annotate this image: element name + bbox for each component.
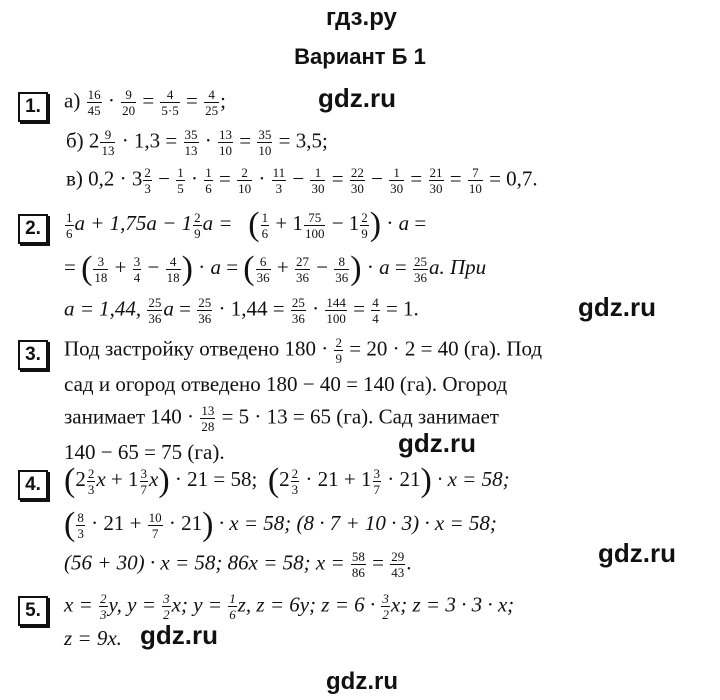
p2-expr: a + 1,75a − 1 — [74, 210, 193, 235]
problem-2-line-1: $\frac{1}{6}$ a + 1,75a − 1 $\frac{2}{9}$ a = ( $\frac{1}{6}$ + 1 $\frac{75}{100}$ − 1 $\frac{2}{9}$ ) · a = — [66, 206, 427, 243]
problem-5-line-1: x = $\frac{2}{3}$ y, y = $\frac{3}{2}$ x; y = $\frac{1}{6}$ z, z = 6y; z = 6 · $\frac{3}{2}$ x; z = 3 · 3 · x; — [64, 591, 515, 622]
p3-text3: занимает 140 · — [64, 404, 195, 429]
watermark-4: gdz.ru — [598, 538, 676, 568]
equals: = — [186, 88, 198, 113]
problem-3-line-3: занимает 140 · $\frac{13}{28}$ = 5 · 13 = 65 (га). Сад занимает — [64, 403, 499, 434]
problem-2-line-2: = ( $\frac{3}{18}$ + $\frac{3}{4}$ − $\frac{4}{18}$ ) · a = ( $\frac{6}{36}$ + $\frac{27}{36}$ − $\frac{8}{36}$ ) · a = $\frac{25}{36}$ a. При — [64, 250, 487, 287]
p2-line2-end: a. При — [428, 254, 487, 279]
problem-number-5: 5. — [18, 596, 48, 626]
p4-eq3: (56 + 30) · x = 58; 86x = 58; x = — [64, 550, 345, 575]
watermark-3: gdz.ru — [398, 428, 476, 458]
problem-4-line-1: (2 $\frac{2}{3}$ x + 1 $\frac{3}{7}$ x) · 21 = 58; (2 $\frac{2}{3}$ · 21 + 1 $\frac{3}{7}$ · 21) · x = 58; — [64, 462, 510, 499]
p4-eq2: · x = 58; (8 · 7 + 10 · 3) · x = 58; — [218, 510, 497, 535]
p4-eq1-end: · x = 58; — [437, 466, 510, 491]
p4-eq3-mid: = — [372, 550, 384, 575]
item-a-label: а) — [64, 88, 81, 113]
problem-4-line-3: (56 + 30) · x = 58; 86x = 58; x = $\frac{58}{86}$ = $\frac{29}{43}$ . — [64, 549, 412, 580]
item-c-result: = 0,7. — [489, 166, 538, 191]
problem-number-1: 1. — [18, 92, 48, 122]
problem-1-line-b: б) 2 $\frac{9}{13}$ · 1,3 = $\frac{35}{13}$ · $\frac{13}{10}$ = $\frac{35}{10}$ = 3,5; — [66, 127, 328, 158]
p2-result: = 1. — [385, 296, 419, 321]
p3-text1-end: = 20 · 2 = 40 (га). Под — [349, 336, 543, 361]
p2-eq: a = — [202, 210, 233, 235]
problem-5-line-2: z = 9x. — [64, 626, 122, 650]
problem-4-line-2: ( $\frac{8}{3}$ · 21 + $\frac{10}{7}$ · 21) · x = 58; (8 · 7 + 10 · 3) · x = 58; — [64, 506, 497, 543]
watermark-top: гдз.ру — [326, 4, 397, 31]
p2-line3-start: a = 1,44, — [64, 296, 142, 321]
item-c-label: в) 0,2 · 3 — [66, 166, 143, 191]
page-title: Вариант Б 1 — [294, 44, 426, 69]
watermark-1: gdz.ru — [318, 83, 396, 113]
item-b-label: б) 2 — [66, 128, 100, 153]
problem-number-2: 2. — [18, 214, 48, 244]
p5-start: x = — [64, 592, 98, 617]
problem-number-3: 3. — [18, 340, 48, 370]
p3-text3-end: = 5 · 13 = 65 (га). Сад занимает — [221, 404, 499, 429]
problem-number-4: 4. — [18, 470, 48, 500]
problem-3-line-4: 140 − 65 = 75 (га). — [64, 440, 225, 464]
problem-1-line-a: а) $\frac{16}{45}$ · $\frac{9}{20}$ = $\frac{4}{5\cdot 5}$ = $\frac{4}{25}$ ; — [64, 87, 226, 118]
problem-1-line-c: в) 0,2 · 3 $\frac{2}{3}$ − $\frac{1}{5}$ · $\frac{1}{6}$ = $\frac{2}{10}$ · $\frac{11}{3}$ − $\frac{1}{30}$ = $\frac{22}{30}$ − $\frac{1}{30}$ = $\frac{21}{30}$ = $\frac{7}{10}$ = 0,7. — [66, 165, 538, 196]
watermark-5: gdz.ru — [140, 620, 218, 650]
problem-3-line-1: Под застройку отведено 180 · $\frac{2}{9}$ = 20 · 2 = 40 (га). Под — [64, 335, 543, 366]
p3-text1: Под застройку отведено 180 · — [64, 336, 329, 361]
item-b-part: · 1,3 = — [121, 128, 178, 153]
problem-2-line-3: a = 1,44, $\frac{25}{36}$ a = $\frac{25}{36}$ · 1,44 = $\frac{25}{36}$ · $\frac{144}{100}$ = $\frac{4}{4}$ = 1. — [64, 295, 419, 326]
item-b-result: = 3,5; — [278, 128, 328, 153]
problem-3-line-2: сад и огород отведено 180 − 40 = 140 (га). Огород — [64, 372, 508, 396]
p4-eq1: · 21 = 58; — [174, 466, 258, 491]
watermark-2: gdz.ru — [578, 292, 656, 322]
watermark-bottom: gdz.ru — [326, 668, 398, 695]
